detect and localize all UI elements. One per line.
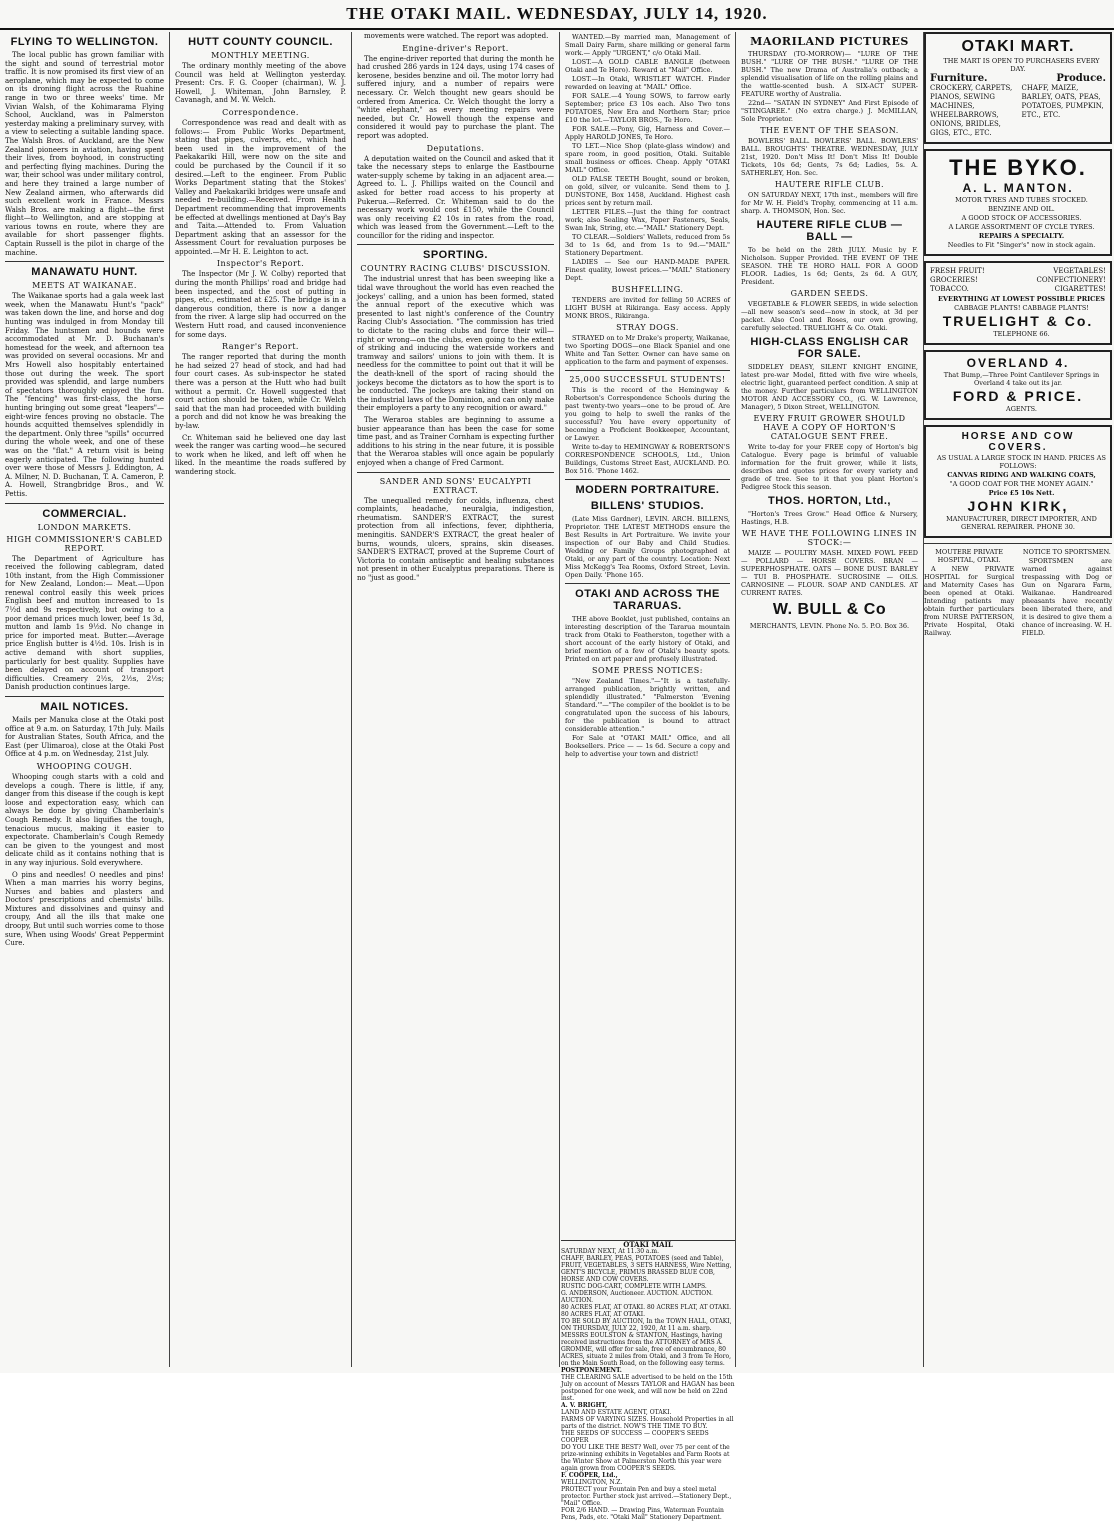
sander-heading: SANDER AND SONS' EUCALYPTI EXTRACT. [379,476,532,495]
sportsmen-notice [1022,547,1112,638]
column-3 [352,32,560,1367]
commercial-article: The Department of Agriculture has received the following cablegram, dated 10th instant, from the High Commissioner for New Zealand, London:— Meat.—Upon renewal control easily this week prices English beef and mutton increased to 1s 7½d and 9s respectively, but owing to a poor demand prices much lower, beef 1s 3d, mutton and lamb 1s 9½d. No change in price for imported meat. Butter.—Average price English butter is 4½d. 10s. Irish is in active demand with short supplies, particularly for best quality. Supplies have been delayed on account of transport difficulties. Creamery 2½s, 2½s, 2½s; Danish production continues large. [5,554,164,692]
deputations-subheading: Deputations. [426,143,485,153]
furniture-title: Furniture. [930,73,988,84]
divider [565,479,730,480]
byko-subtitle: A. L. MANTON. [962,181,1074,195]
repairs-text: REPAIRS A SPECIALTY. [978,232,1065,240]
hautere-article: ON SATURDAY NEXT, 17th inst., members will fire for Mr W. H. Field's Trophy, commencing at 11 a.m. sharp. A. THOMSON, Hon. Sec. [741,191,918,215]
hunt-heading: MANAWATU HUNT. [31,266,138,279]
commercial-subheading-2: HIGH COMMISSIONER'S CABLED REPORT. [6,534,163,553]
car-heading: HIGH-CLASS ENGLISH CAR FOR SALE. [750,336,909,360]
wbull-heading: W. BULL & Co [772,601,887,618]
divider [565,583,730,584]
canvas-sub-text: "A GOOD COAT FOR THE MONEY AGAIN." [949,480,1094,488]
ad-letter: LETTER FILES.—Just the thing for contract work; also Sealing Wax, Paper Fasteners, Seals, Swan Ink, String, etc.—"MAIL" Stationery Dept. [565,208,730,232]
ad-sale: FOR SALE.—4 Young SOWS, to farrow early September; price £3 10s each. Also Two tons POTATOES, New Era and Northern Star; price £10 the lot.—TAYLOR BROS., Te Horo. [565,92,730,124]
ad-sale-2: FOR SALE.—Pony, Gig, Harness and Cover.—Apply HAROLD JONES, Te Horo. [565,125,730,141]
cooper-heading: F. COOPER, Ltd., [561,1472,618,1479]
postponement-heading: POSTPONEMENT. [561,1367,622,1374]
monthly-subheading: MONTHLY MEETING. [211,51,310,60]
ad-clear: TO CLEAR.—Soldiers' Wallets, reduced from 5s 3d to 1s 6d, and from 1s to 9d.—"MAIL" Stationery Department. [565,233,730,257]
students-article: This is the record of the Hemingway & Robertson's Correspondence Schools during the past twenty-two years—one to be proud of. Are you going to help to swell the ranks of the successful? You have every opportunity of becoming a Proficient Bookkeeper, Accountant, or Lawyer. [565,386,730,442]
maoriland-heading: MAORILAND PICTURES [750,35,909,48]
accessories-text: A GOOD STOCK OF ACCESSORIES. [961,214,1082,222]
ad-wanted: WANTED.—By married man, Management of Small Dairy Farm, share milking or general farm work.— Apply "URGENT," c/o Otaki Mail. [565,33,730,57]
whooping-article: Whooping cough starts with a cold and develops a cough. There is little, if any, danger from this disease if the cough is kept loose and expectoration easy, which can always be done by giving Chamberlain's Cough Remedy. It also liquifies the tough, tenacious mucus, making it easier to expectorate. Chamberlain's Cough Remedy can be given to the youngest and most delicate child as it contains nothing that is in any way injurious. Sold everywhere. [5,772,164,867]
seal-outer-text: THE SEEDS OF SUCCESS — COOPER'S SEEDS [561,1430,709,1437]
auction-dog: RUSTIC DOG-CART, COMPLETE WITH LAMPS. [561,1283,707,1290]
produce-list: CHAFF, MAIZE, BARLEY, OATS, PEAS, POTATOES, PUMPKIN, ETC., ETC. [1021,84,1104,119]
horse-covers-title: HORSE AND COW COVERS. [961,431,1075,453]
ranger-article: The ranger reported that during the month he had seized 27 head of stock, and had had four court cases. As sub-inspector he stated there was a person at the Hutt who had built without a permit. Cr. Howell suggested that court action should be taken, while Cr. Welch said that the man had proceeded with building a porch and did not know he was breaking the by-law. [175,353,346,430]
kirk-subtitle: MANUFACTURER, DIRECT IMPORTER, AND GENERAL REPAIRER. PHONE 30. [946,515,1097,531]
hautere-ball-heading: HAUTERE RIFLE CLUB — BALL — [756,219,903,243]
hr-article: Write to-day to HEMINGWAY & ROBERTSON'S CORRESPONDENCE SCHOOLS, Ltd., Union Buildings, Customs Street East, AUCKLAND. P.O. Box 516. 'Phone 1462. [565,443,730,475]
whooping-heading: WHOOPING COUGH. [36,761,133,771]
hospital-heading: MOUTERE PRIVATE HOSPITAL, OTAKI. [935,548,1003,564]
sander-article: The unequalled remedy for colds, influenza, chest complaints, headache, neuralgia, indigestion, rheumatism. SANDER'S EXTRACT, the surest protection from all infections, fever, diphtheria, meningitis. SANDER'S EXTRACT, the great healer of burns, wounds, ulcers, sprains, skin diseases. SANDER'S EXTRACT, proved at the Supreme Court of Victoria to contain antiseptic and healing substances not present in other Eucalyptus preparations. There is no "just as good." [357,496,554,582]
country-subheading: COUNTRY RACING CLUBS' DISCUSSION. [360,264,551,274]
groceries-text: GROCERIES! [930,276,978,284]
cooper-text: DO YOU LIKE THE BEST? Well, over 75 per cent of the prize-winning exhibits in Vegetables and Farm Roots at the Winter Show at Palmerston North this year were again grown from COOPER'S SEEDS. [561,1444,730,1472]
confectionery-text: CONFECTIONERY! [1036,276,1106,284]
masthead: THE OTAKI MAIL. WEDNESDAY, JULY 14, 1920. [0,0,1114,30]
ranger-subheading: Ranger's Report. [222,342,299,352]
thos-article: "Horton's Trees Grow." Head Office & Nursery, Hastings, H.B. [741,510,918,526]
bright-text: LAND AND ESTATE AGENT, OTAKI. [561,1409,672,1416]
garden-article: VEGETABLE & FLOWER SEEDS, in wide selection—all new season's seed—now in stock, at 3d per packet. Also Cool and Roses, our own growing, carefully selected. TRUELIGHT & Co. Otaki. [741,300,918,332]
ad-ladies: LADIES — See our HAND-MADE PAPER. Finest quality, lowest prices.—"MAIL" Stationery Dept. [565,258,730,282]
engineer-article: The engine-driver reported that during the month he had crushed 286 yards in 124 days, using 174 cases of kerosene, besides benzine and oil. The motor lorry had suffered injury, and a number of repairs were necessary. Cr. Welch thought new gears should be ordered from America. Cr. Welch thought the lorry a "white elephant," as every meeting repairs were needed, but Cr. Howell though the expense and considered it would pay to purchase the plant. The report was adopted. [357,54,554,140]
mail-notices-article: Mails per Manuka close at the Otaki post office at 9 a.m. on Saturday, 17th July. Mails for Australian States, South Africa, and the East (per Ulimaroa), close at the Otaki Post Office at 4 p.m. on Wednesday, 21st July. [5,716,164,759]
weraroa-article: The Weraroa stables are beginning to assume a busier appearance than has been the case for some time past, and as Trainer Cornham is expecting further additions to his string in the near future, it is possible that the Weraroa stables will once again be popularly enjoyed when a change of Fred Carmont. [357,415,554,467]
garden-heading: GARDEN SEEDS. [790,289,869,298]
hutt-heading: HUTT COUNTY COUNCIL. [188,36,333,48]
price-text: Price £5 10s Nett. [988,489,1055,497]
ad-lost: LOST.—A GOLD CABLE BANGLE (between Otaki and Te Horo). Reward at "Mail" Office. [565,58,730,74]
column-4 [560,32,736,1367]
overland-title: OVERLAND 4. [966,356,1070,370]
truelight-title: TRUELIGHT & Co. [942,313,1094,329]
column-5 [736,32,924,1367]
horton-article: Write to-day for your FREE copy of Horton's big Catalogue. Every page is brimful of valuable information for the fruit grower, while it lists, describes and quotes prices for every variety and grade of tree. See to it that you plant Horton's Pedigree Stock this season. [741,443,918,491]
divider [357,472,554,473]
auction-eoulston: MESSRS EOULSTON & STANTON, Hastings, having received instructions from the ATTORNEY of MRS A. GROMME, will offer for sale, free of encumbrance, 80 ACRES, situate 2 miles from Otaki, and 3 from Te Horo, on the Main South Road, on the following easy terms. [561,1332,732,1367]
divider [5,261,164,262]
inspector-article: The Inspector (Mr J. W. Colby) reported that during the month Phillips' road and bridge had been inspected, and the cost of putting in pipes, etc., estimated at £25. The bridge is in a dangerous condition, there is now a danger from the river. A large slip had occurred on the Western Hutt road, and caused inconvenience for some days. [175,270,346,339]
pins-verse: O pins and needles! O needles and pins! When a man marries his worry begins, Nurses and babies and plasters and Doctors' prescriptions and chemists' bills. Mixtures and dissolvines and quinsy and croupy, And all the ills that make one droopy, But until such worries come to those sure, When using Woods' Great Peppermint Cure. [5,870,164,948]
postponement-text: THE CLEARING SALE advertised to be held on the 15th July on account of Messrs TAYLOR and HAGAN has been postponed for one week, and will now be held on 22nd inst. [561,1374,735,1402]
event-heading: THE EVENT OF THE SEASON. [760,126,899,135]
divider [357,244,554,245]
hunt-subheading: MEETS AT WAIKANAE. [32,281,137,291]
deputations-article: A deputation waited on the Council and asked that it take the necessary steps to enlarge the Eastbourne water-supply scheme by taking in an adjacent area.—Agreed to. L. J. Phillips waited on the Council and asked for better road access to his property at Pukerua.—Referred. Cr. Whiteman said to do the necessary work would cost £150, while the Council was only receiving £2 10s in rates from the road, which was leased from the Government.—Left to the councillor for the riding and inspector. [357,154,554,240]
canvas-text: CANVAS RIDING AND WALKING COATS, [947,471,1096,479]
auction-chaff: CHAFF, BARLEY, PEAS, POTATOES (seed and Table), FRUIT, VEGETABLES, 3 SETS HARNESS, Wire Netting, GENT'S BICYCLE, PRIMUS BRASSED BLUE COB, HORSE AND COW COVERS. [561,1255,732,1283]
meeting-article: The ordinary monthly meeting of the above Council was held at Wellington yesterday. Present: Crs. F. G. Cooper (chairman), W. J. Howell, J. Whiteman, John Barnsley, P. Cavanagh, and M. W. Welch. [175,62,346,105]
byko-title: THE BYKO. [949,155,1087,180]
hospital-notice [924,547,1014,638]
overland-subtitle: That Bump,—Three Point Cantilever Springs in Overland 4 take out its jar. [943,371,1100,387]
pens-text: FOR 2/6 HAND. — Drawing Pins, Waterman Fountain Pens, Pads, etc. "Otaki Mail" Stationery Department. [561,1507,724,1521]
ad-tenders: TENDERS are invited for felling 50 ACRES of LIGHT BUSH at Rikiranga. Easy access. Apply MONK BROS., Rikiranga. [565,296,730,320]
top-paragraph: movements were watched. The report was adopted. [364,32,549,40]
commercial-subheading: LONDON MARKETS. [37,522,132,532]
stray-heading: STRAY DOGS. [616,323,679,332]
ad-lost-2: LOST.—In Otaki, WRISTLET WATCH. Finder rewarded on leaving at "MAIL" Office. [565,75,730,91]
hautere-heading: HAUTERE RIFLE CLUB. [774,180,885,189]
lowest-text: EVERYTHING AT LOWEST POSSIBLE PRICES [938,295,1105,303]
telephone-text: TELEPHONE 66. [993,330,1050,338]
modern-heading: MODERN PORTRAITURE. [575,484,720,496]
motor-text: MOTOR TYRES AND TUBES STOCKED. [955,196,1088,204]
divider [5,503,164,504]
tararuas-article: THE above Booklet, just published, contains an interesting description of the Tararua mountain track from Otaki to Featherston, together with a short account of the early history of Otaki, and brief mention of a few of Otaki's beauty spots. Printed on art paper and profusely illustrated. [565,615,730,663]
bull-article: MAIZE — POULTRY MASH. MIXED FOWL FEED — POLLARD — HORSE COVERS. BRAN — SUPERPHOSPHATE. OATS — BONE DUST. BARLEY — TUI B. PHOSPHATE. SUCROSINE — OILS. CARNOSINE — FLOUR. SOAP AND CANDLES. AT CURRENT RATES. [741,549,918,597]
car-article: SIDDELEY DEASY, SILENT KNIGHT ENGINE, latest pre-war Model, fitted with five wire wheels, electric light, guaranteed perfect condition. A snip at the money. Further particulars from WELLINGTON MOTOR AND ACCESSORY CO., (G. W. Lawrence, Manager), 5 Dixon Street, WELLINGTON. [741,363,918,411]
ad-strayed: STRAYED on to Mr Drake's property, Waikanae, two Sporting DOGS—one Black Spaniel and one White and Tan Setter. Owner can have same on application to the farm and payment of expenses. [565,334,730,366]
horse-stock-text: AS USUAL A LARGE STOCK IN HAND. PRICES AS FOLLOWS: [937,454,1106,470]
seal-inner-text: COOPER [561,1437,589,1444]
tararuas-heading: OTAKI AND ACROSS THE TARARUAS. [575,588,720,612]
cycle-text: A LARGE ASSORTMENT OF CYCLE TYRES. [948,223,1095,231]
ford-title: FORD & PRICE. [952,388,1084,404]
protect-text: PROTECT your Fountain Pen and buy a steel metal protector. Further stock just arrived.—Stationery Dept., "Mail" Office. [561,1486,732,1507]
correspondence-article: Correspondence was read and dealt with as follows:— From Public Works Department, stating that pipes, culverts, etc., which had been used in the improvement of the Paekakariki Hill, were now on the site and could be purchased by the Council if it so desired.—Left to the engineer. From Public Works Department stating that the Stokes' Valley and Paekakariki bridges were unsafe and needed re-building.—Received. From Health Department recommending that improvements be effected at dwellings mentioned at Day's Bay and Taita.—Attended to. From Valuation Department asking that an assessor for the Assessment Court for revaluation purposes be appointed.—Mr H. E. Leighton to act. [175,118,346,256]
hospital-article: A NEW PRIVATE HOSPITAL for Surgical and Maternity Cases has been opened at Otaki. Intending patients may obtain further particulars from NURSE PATTERSON, Private Hospital, Otaki Railway. [924,565,1015,637]
cabbage-text: CABBAGE PLANTS! CABBAGE PLANTS! [954,304,1089,312]
column-2 [170,32,352,1367]
flying-article: The local public has grown familiar with the sight and sound of terrestrial motor traffic. It is now promised its first view of an aeroplane, which may be expected to come on its droning flight across the Ruahine range in two or three weeks' time. Mr Vivian Walsh, of the Kohimarama Flying School, Auckland, was in Palmerston yesterday making a preliminary survey, with a view to selecting a suitable landing space. The Walsh Bros. of Auckland, are the New Zealand pioneers in aviation, having spent their lives, from boyhood, in constructing and perfecting flying machines. During the war, their school was under military control, and here they trained a large number of New Zealand airmen, who afterwards did such excellent work in France. Messrs Walsh Bros. are making a flight—the first flight—to Wellington, and are stopping at various towns en route, where they are available for short passenger flights. Captain Russell is the pilot in charge of the machine. [5,51,164,257]
wbull-article: MERCHANTS, LEVIN. Phone No. 5. P.O. Box 36. [749,622,910,630]
hautere-ball-article: To be held on the 28th JULY. Music by F. Nicholson. Supper Provided. THE EVENT OF THE SEASON. THE TE HORO HALL FOR A GOOD FLOOR. Ladies, 1s 6d; Gents, 2s 6d. A GUY, President. [741,246,918,286]
horton-heading: EVERY FRUIT GROWER SHOULD HAVE A COPY OF HORTON'S CATALOGUE SENT FREE. [753,414,906,441]
bright-heading: A. V. BRIGHT, [561,1402,608,1409]
auction-text: G. ANDERSON, Auctioneer. AUCTION. AUCTION. AUCTION. [561,1290,713,1304]
billens-heading: BILLENS' STUDIOS. [590,500,705,512]
engineer-subheading: Engine-driver's Report. [402,43,509,53]
cigarettes-text: CIGARETTES! [1054,285,1106,293]
otaki-mart-ad [924,32,1112,144]
forsale-article: For Sale at "OTAKI MAIL" Office, and all Booksellers. Price — — 1s 6d. Secure a copy and help to advertise your town and district! [565,734,730,758]
students-heading: 25,000 SUCCESSFUL STUDENTS! [569,375,726,384]
auction-saturday: SATURDAY NEXT, At 11.30 a.m. [561,1248,660,1255]
press-heading: SOME PRESS NOTICES: [592,666,703,675]
sporting-heading: SPORTING. [422,249,488,262]
overland-ad [924,350,1112,420]
mart-open-text: THE MART IS OPEN TO PURCHASERS EVERY DAY. [943,57,1100,73]
bull-heading: WE HAVE THE FOLLOWING LINES IN STOCK:— [742,529,917,547]
agents-text: AGENTS. [1006,405,1037,413]
press-article: "New Zealand Times."—"It is a tastefully-arranged publication, brightly written, and splendidly illustrated." "Palmerston 'Evening Standard.'"—"The compiler of the booklet is to be congratulated upon the success of his labours, for the publication is bound to attract considerable attention." [565,677,730,733]
billens-article: (Late Miss Gardner), LEVIN. ARCH. BILLENS, Proprietor. THE LATEST METHODS ensure the Best Results in Art Portraiture. We invite your inspection of our Baby and Child Studies. Wedding or Family Groups photographed at Otaki, or any part of the country. Location: Next Miss McKegg's Tea Rooms, Oxford Street, Levin. Open Daily. 'Phone 165. [565,515,730,579]
ranger-article-2: Cr. Whiteman said he believed one day last week the ranger was carting wood—he secured to work when he liked, and left off when he liked. In the meantime the roads suffered by wandering stock. [175,433,346,476]
kirk-title: JOHN KIRK, [967,498,1069,514]
truelight-ad [924,261,1112,345]
fruit-text: FRESH FRUIT! [930,267,985,275]
hunt-article: The Waikanae sports had a gala week last week, when the Manawatu Hunt's "pack" was taken down the line, and horse and dog hunting was indulged in from Monday till Friday. The huntsmen and hounds were accommodated at Mr. D. Buchanan's homestead for the week, and afternoon tea was provided on several occasions. Mr and Mrs Howell also hospitably entertained those out during the week. The sport provided was splendid, and large numbers of spectators thoroughly enjoyed the fun. The "fencing" was first-class, the horse hunting bringing out some great "leapers"—eight-wire fences proving no obstacle. The hounds acquitted themselves splendidly in the department. Only three "spills" occurred during the whole week, and one of these was on the "flat." A return visit is being eagerly anticipated. The following hunted over were those of Messrs J. Eddington, A. A. Milner, N. D. Buchanan, T. A. Cameron, P. A. Howell, Strangbridge Bros., and W. Pettis. [5,292,164,498]
column-1 [0,32,170,1367]
bushfelling-heading: BUSHFELLING. [611,285,684,294]
mail-notices-heading: MAIL NOTICES. [40,701,129,713]
needles-text: Needles to Fit "Singer's" now in stock again. [947,241,1096,249]
bowlers-article: BOWLERS' BALL. BOWLERS' BALL. BOWLERS' BALL. BROUGHTS' THEATRE. WEDNESDAY, JULY 21st, 1920. Don't Miss It! Don't Miss It! Double Tickets, 10s 6d; Gents, 7s 6d; Ladies, 5s. A. SATHERLEY, Hon. Sec. [741,137,918,177]
auction-sold: TO BE SOLD BY AUCTION, In the TOWN HALL, OTAKI, ON THURSDAY, JULY 22, 1920, At 11 a.m. sharp. [561,1318,732,1332]
kirk-ad [924,425,1112,538]
thos-heading: THOS. HORTON, Ltd., [768,495,891,507]
sporting-article: The industrial unrest that has been sweeping like a tidal wave throughout the world has even reached the jockeys' calling, and a union has been formed, stated the annual report of the executive which was presented to last night's conference of the Country Racing Club's Association. "The commission has tried to dictate to the racing clubs and force their will—right or wrong—on the clubs, even going to the extent of striking and inducing the waterside workers and tramway and sailors' unions to join with them. It is needless for the committee to point out that it will be the death-knell of the sport of racing should the jockeys become the dictators as to how the sport is to be conducted. The jockeys are taking their stand on the industrial laws of the Dominion, and can only make their employers a party to any recognition or award." [357,275,554,413]
tobacco-text: TOBACCO. [930,285,969,293]
maoriland-article: THURSDAY (TO-MORROW)— "LURE OF THE BUSH." "LURE OF THE BUSH." "LURE OF THE BUSH." The new Drama of Australia's outback; a splendid visualisation of life on the rolling plains and the wattle-scented bush. A SIX-ACT SUPER-FEATURE worthy of Australia. [741,50,918,98]
correspondence-subheading: Correspondence. [222,107,299,117]
column-6 [924,32,1112,1367]
furniture-list: CROCKERY, CARPETS, PIANOS, SEWING MACHINES, WHEELBARROWS, ONIONS, BRIDLES, GIGS, ETC., ETC. [930,84,1013,137]
sportsmen-article: SPORTSMEN are warned against trespassing with Dog or Gun on Ngarara Farm, Waikanae. Handreared pheasants have recently been liberated there, and it is desired to give them a chance of increasing. W. H. FIELD. [1021,557,1112,637]
cooper-text-2: WELLINGTON, N.Z. [561,1479,623,1486]
inspector-subheading: Inspector's Report. [216,259,305,269]
produce-title: Produce. [1056,73,1106,84]
otaki-mart-title: OTAKI MART. [961,38,1075,55]
divider [565,370,730,371]
benzine-text: BENZINE AND OIL. [988,205,1055,213]
ad-let: TO LET.—Nice Shop (plate-glass window) and spare room, in good position, Otaki. Suitable small business or offices. Cheap. Apply "OTAKI MAIL" Office. [565,142,730,174]
satan-article: 22nd— "SATAN IN SYDNEY" And First Episode of "STINGAREE." (No extra charge.) J. McMILLAN, Sole Proprietor. [741,99,918,123]
sportsmen-heading: NOTICE TO SPORTSMEN. [1022,548,1111,556]
auction-mail-title: OTAKI MAIL [623,1240,673,1249]
auction-strip [561,1240,735,1521]
commercial-heading: COMMERCIAL. [42,507,127,520]
auction-acres: 80 ACRES FLAT, AT OTAKI. 80 ACRES FLAT, AT OTAKI. 80 ACRES FLAT, AT OTAKI. [561,1304,732,1318]
ad-teeth: OLD FALSE TEETH Bought, sound or broken, on gold, silver, or vulcanite. Send them to J. DUNSTONE, Box 1458, Auckland. Highest cash prices sent by return mail. [565,175,730,207]
divider [5,696,164,697]
byko-ad [924,149,1112,256]
veg-text: VEGETABLES! [1053,267,1106,275]
flying-heading: FLYING TO WELLINGTON. [10,36,159,48]
farms-text: FARMS OF VARYING SIZES. Household Properties in all parts of the district. NOW'S THE TIME TO BUY. [561,1416,734,1430]
